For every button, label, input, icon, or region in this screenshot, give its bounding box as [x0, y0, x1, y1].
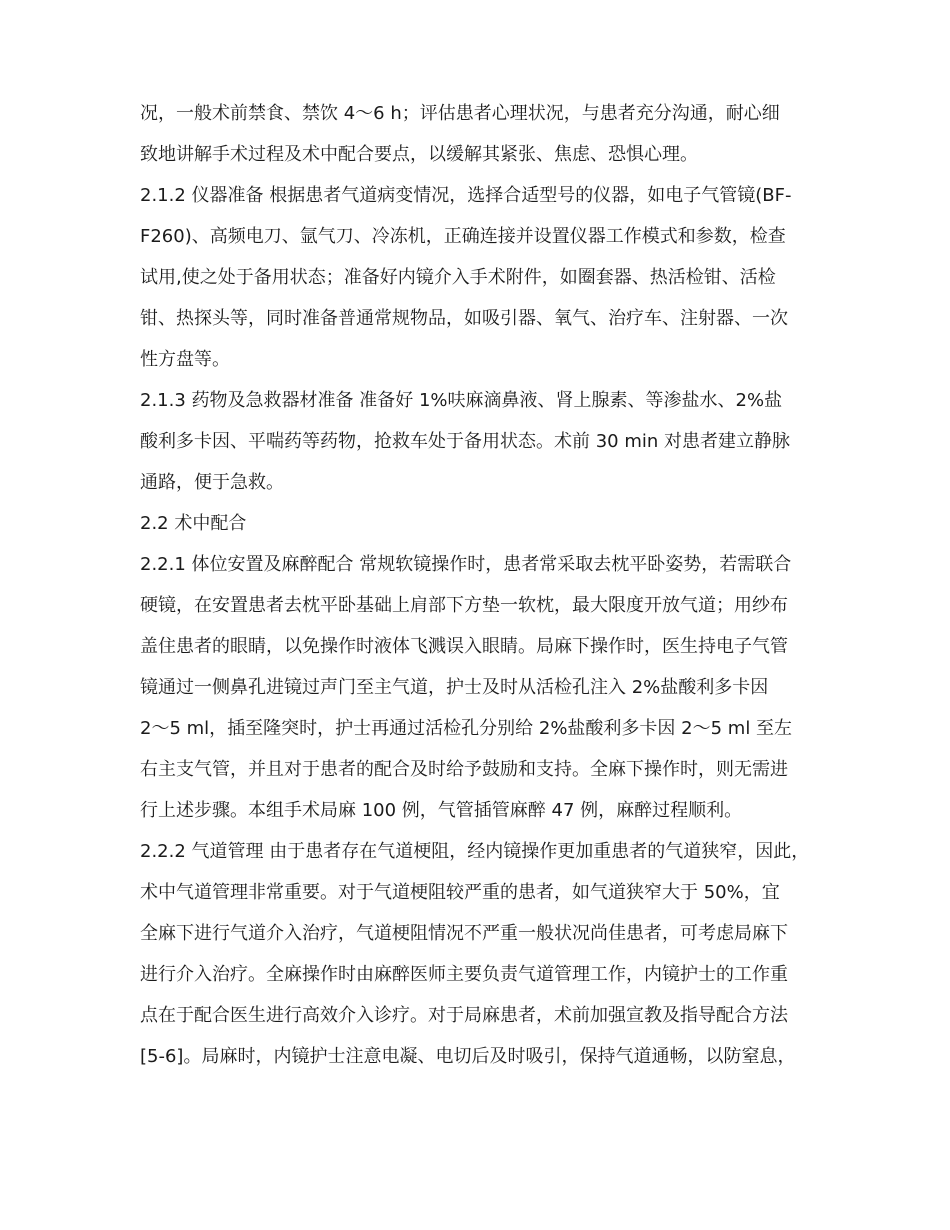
section-2-2-1-paragraph: 2.2.1 体位安置及麻醉配合 常规软镜操作时，患者常采取去枕平卧姿势，若需联合: [140, 554, 792, 575]
section-2-1-3-paragraph: 2.1.3 药物及急救器材准备 准备好 1%呋麻滴鼻液、肾上腺素、等渗盐水、2%盐: [140, 390, 783, 411]
text-line: 行上述步骤。本组手术局麻 100 例，气管插管麻醉 47 例，麻醉过程顺利。: [140, 800, 743, 821]
text-line: 进行介入治疗。全麻操作时由麻醉医师主要负责气道管理工作，内镜护士的工作重: [140, 964, 788, 985]
text-line: 硬镜，在安置患者去枕平卧基础上肩部下方垫一软枕，最大限度开放气道；用纱布: [140, 595, 788, 616]
text-line: 试用,使之处于备用状态；准备好内镜介入手术附件，如圈套器、热活检钳、活检: [140, 267, 776, 288]
document-body: [140, 93, 840, 1077]
section-2-1-2-paragraph: 2.1.2 仪器准备 根据患者气道病变情况，选择合适型号的仪器，如电子气管镜(BF-: [140, 185, 792, 206]
text-line: 右主支气管，并且对于患者的配合及时给予鼓励和支持。全麻下操作时，则无需进: [140, 759, 788, 780]
section-2-2-2-paragraph: 2.2.2 气道管理 由于患者存在气道梗阻，经内镜操作更加重患者的气道狭窄，因此，: [140, 841, 810, 862]
text-line: 术中气道管理非常重要。对于气道梗阻较严重的患者，如气道狭窄大于 50%，宜: [140, 882, 780, 903]
text-line: 性方盘等。: [140, 349, 230, 370]
text-line: 2～5 ml，插至隆突时，护士再通过活检孔分别给 2%盐酸利多卡因 2～5 ml 至左: [140, 718, 793, 739]
text-line: 通路，便于急救。: [140, 472, 284, 493]
text-line: [5-6]。局麻时，内镜护士注意电凝、电切后及时吸引，保持气道通畅，以防窒息，: [140, 1046, 796, 1067]
text-line: F260)、高频电刀、氩气刀、冷冻机，正确连接并设置仪器工作模式和参数，检查: [140, 226, 786, 247]
text-line: 致地讲解手术过程及术中配合要点，以缓解其紧张、焦虑、恐惧心理。: [140, 144, 698, 165]
text-line: 全麻下进行气道介入治疗，气道梗阻情况不严重一般状况尚佳患者，可考虑局麻下: [140, 923, 788, 944]
text-line: 况，一般术前禁食、禁饮 4～6 h；评估患者心理状况，与患者充分沟通，耐心细: [140, 103, 780, 124]
section-2-2-heading: 2.2 术中配合: [140, 513, 247, 534]
text-line: 钳、热探头等，同时准备普通常规物品，如吸引器、氧气、治疗车、注射器、一次: [140, 308, 788, 329]
text-line: 盖住患者的眼睛，以免操作时液体飞溅误入眼睛。局麻下操作时，医生持电子气管: [140, 636, 788, 657]
text-line: 酸利多卡因、平喘药等药物，抢救车处于备用状态。术前 30 min 对患者建立静脉: [140, 431, 791, 452]
text-line: 镜通过一侧鼻孔进镜过声门至主气道，护士及时从活检孔注入 2%盐酸利多卡因: [140, 677, 769, 698]
text-line: 点在于配合医生进行高效介入诊疗。对于局麻患者，术前加强宣教及指导配合方法: [140, 1005, 788, 1026]
